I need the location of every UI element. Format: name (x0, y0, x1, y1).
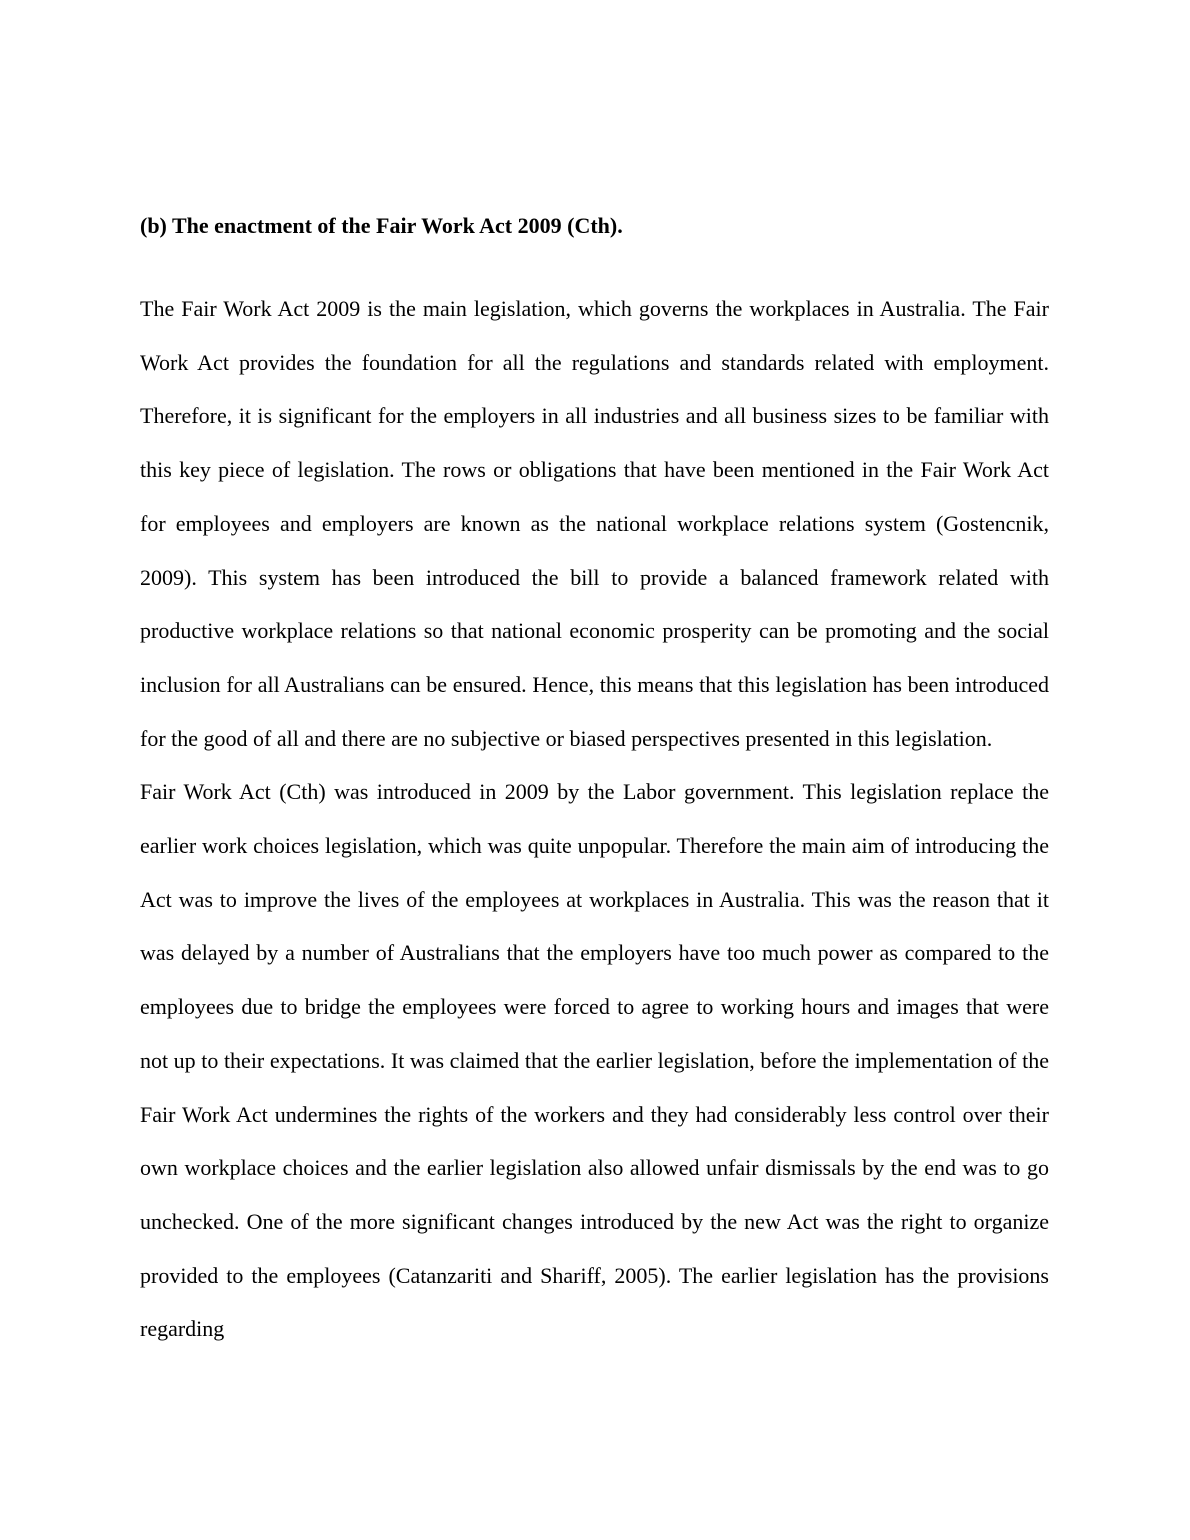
section-heading: (b) The enactment of the Fair Work Act 2009 (Cth). (140, 213, 623, 238)
document-body (140, 210, 1049, 1356)
body-paragraph: The Fair Work Act 2009 is the main legislation, which governs the workplaces in Australia. The Fair Work Act provides the foundation for all the regulations and standards related with employment. Therefore, it is significant for the employers in all industries and all business sizes to be familiar with this key piece of legislation. The rows or obligations that have been mentioned in the Fair Work Act for employees and employers are known as the national workplace relations system (Gostencnik, 2009). This system has been introduced the bill to provide a balanced framework related with productive workplace relations so that national economic prosperity can be promoting and the social inclusion for all Australians can be ensured. Hence, this means that this legislation has been introduced for the good of all and there are no subjective or biased perspectives presented in this legislation. (140, 296, 1049, 751)
body-paragraph: Fair Work Act (Cth) was introduced in 2009 by the Labor government. This legislation replace the earlier work choices legislation, which was quite unpopular. Therefore the main aim of introducing the Act was to improve the lives of the employees at workplaces in Australia. This was the reason that it was delayed by a number of Australians that the employers have too much power as compared to the employees due to bridge the employees were forced to agree to working hours and images that were not up to their expectations. It was claimed that the earlier legislation, before the implementation of the Fair Work Act undermines the rights of the workers and they had considerably less control over their own workplace choices and the earlier legislation also allowed unfair dismissals by the end was to go unchecked. One of the more significant changes introduced by the new Act was the right to organize provided to the employees (Catanzariti and Shariff, 2005). The earlier legislation has the provisions regarding (140, 779, 1049, 1342)
